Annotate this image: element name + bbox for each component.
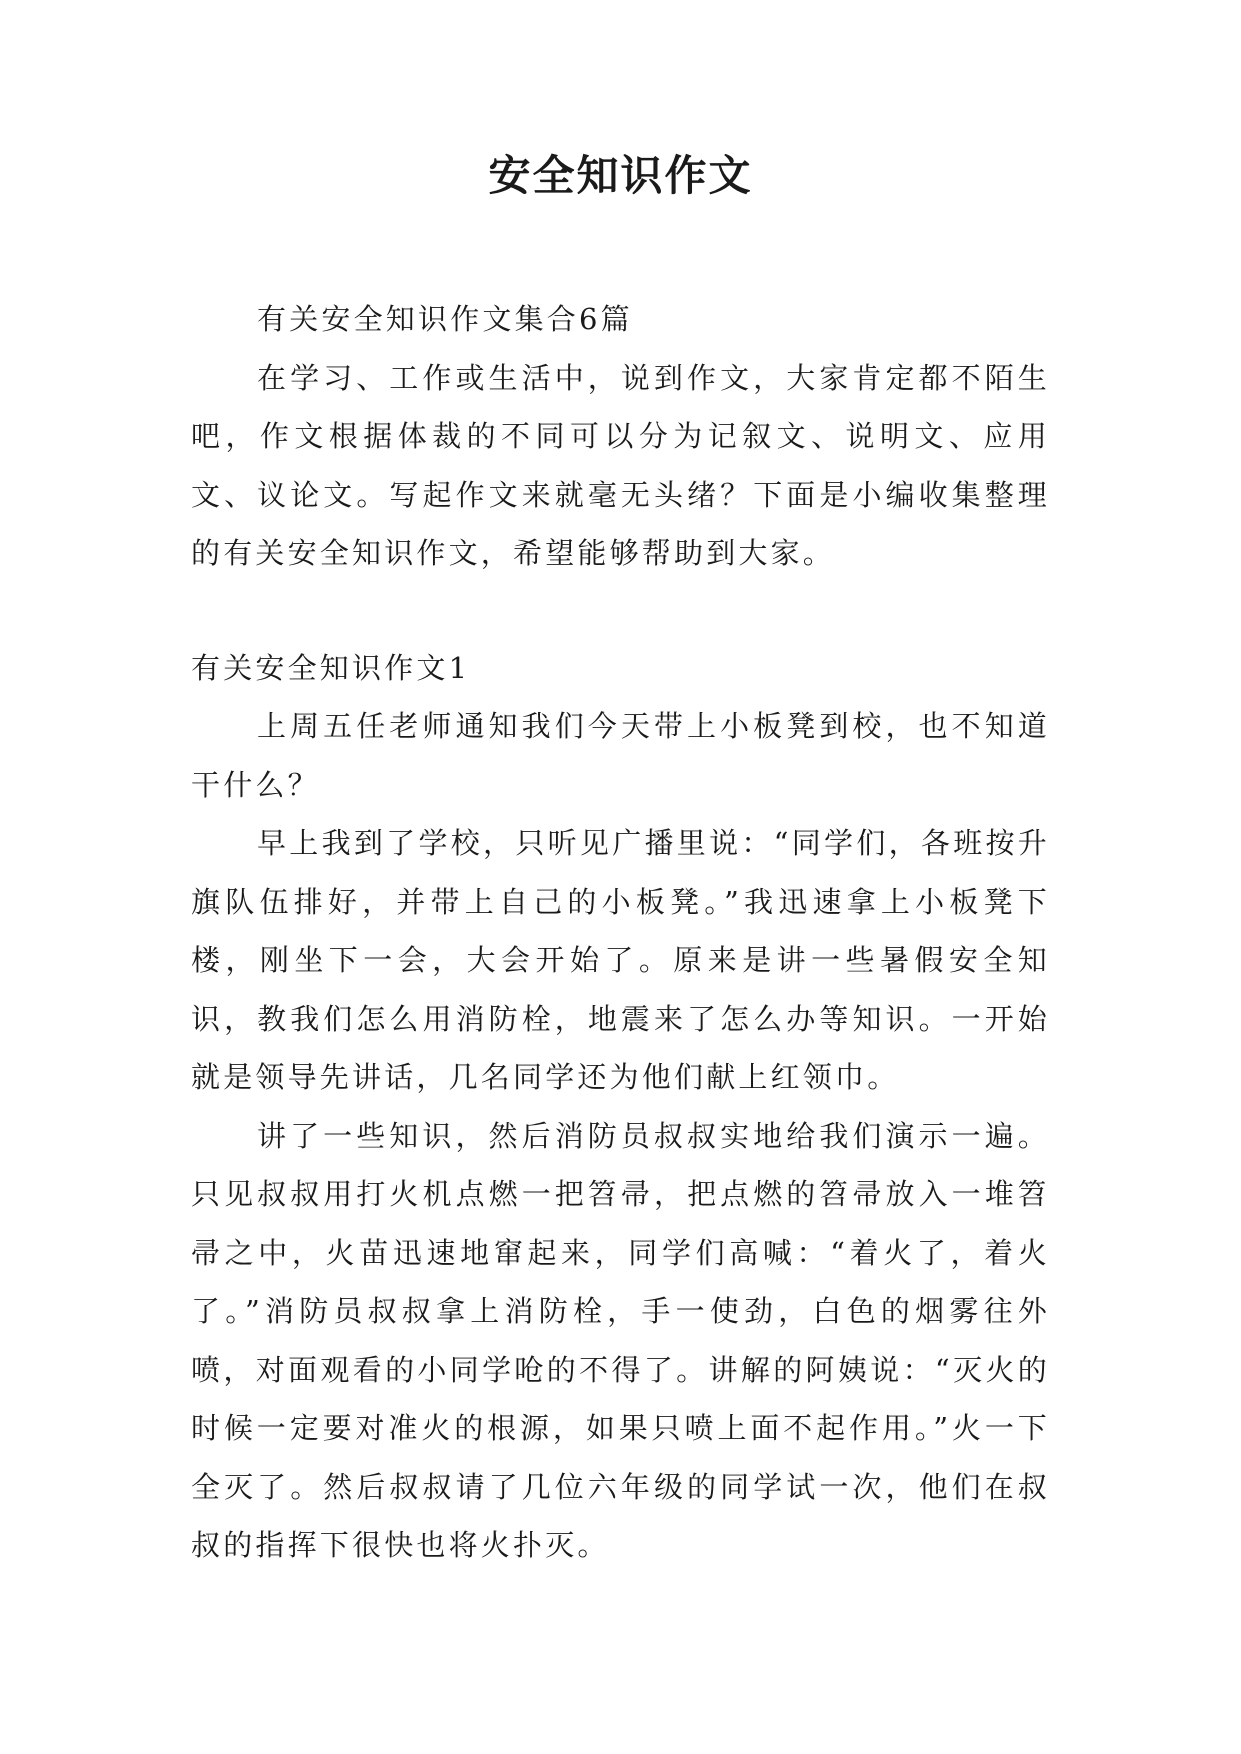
- body-paragraph: 上周五任老师通知我们今天带上小板凳到校，也不知道干什么？: [191, 709, 1050, 802]
- body-paragraph: 早上我到了学校，只听见广播里说：“同学们，各班按升旗队伍排好，并带上自己的小板凳。”我迅速拿上小板凳下楼，刚坐下一会，大会开始了。原来是讲一些暑假安全知识，教我们怎么用消防栓，地震来了怎么办等知识。一开始就是领导先讲话，几名同学还为他们献上红领巾。: [191, 826, 1050, 1094]
- section-spacer: [191, 583, 1050, 639]
- document-body: [191, 290, 1050, 1575]
- document-title: 安全知识作文: [488, 151, 753, 200]
- section-heading: 有关安全知识作文1: [191, 650, 471, 685]
- intro-paragraph: 在学习、工作或生活中，说到作文，大家肯定都不陌生吧，作文根据体裁的不同可以分为记叙文、说明文、应用文、议论文。写起作文来就毫无头绪？下面是小编收集整理的有关安全知识作文，希望能够帮助到大家。: [191, 360, 1050, 570]
- document-subtitle: 有关安全知识作文集合6篇: [257, 302, 633, 336]
- body-paragraph: 讲了一些知识，然后消防员叔叔实地给我们演示一遍。只见叔叔用打火机点燃一把笤帚，把点燃的笤帚放入一堆笤帚之中，火苗迅速地窜起来，同学们高喊：“着火了，着火了。”消防员叔叔拿上消防栓，手一使劲，白色的烟雾往外喷，对面观看的小同学呛的不得了。讲解的阿姨说：“灭火的时候一定要对准火的根源，如果只喷上面不起作用。”火一下全灭了。然后叔叔请了几位六年级的同学试一次，他们在叔叔的指挥下很快也将火扑灭。: [191, 1118, 1050, 1562]
